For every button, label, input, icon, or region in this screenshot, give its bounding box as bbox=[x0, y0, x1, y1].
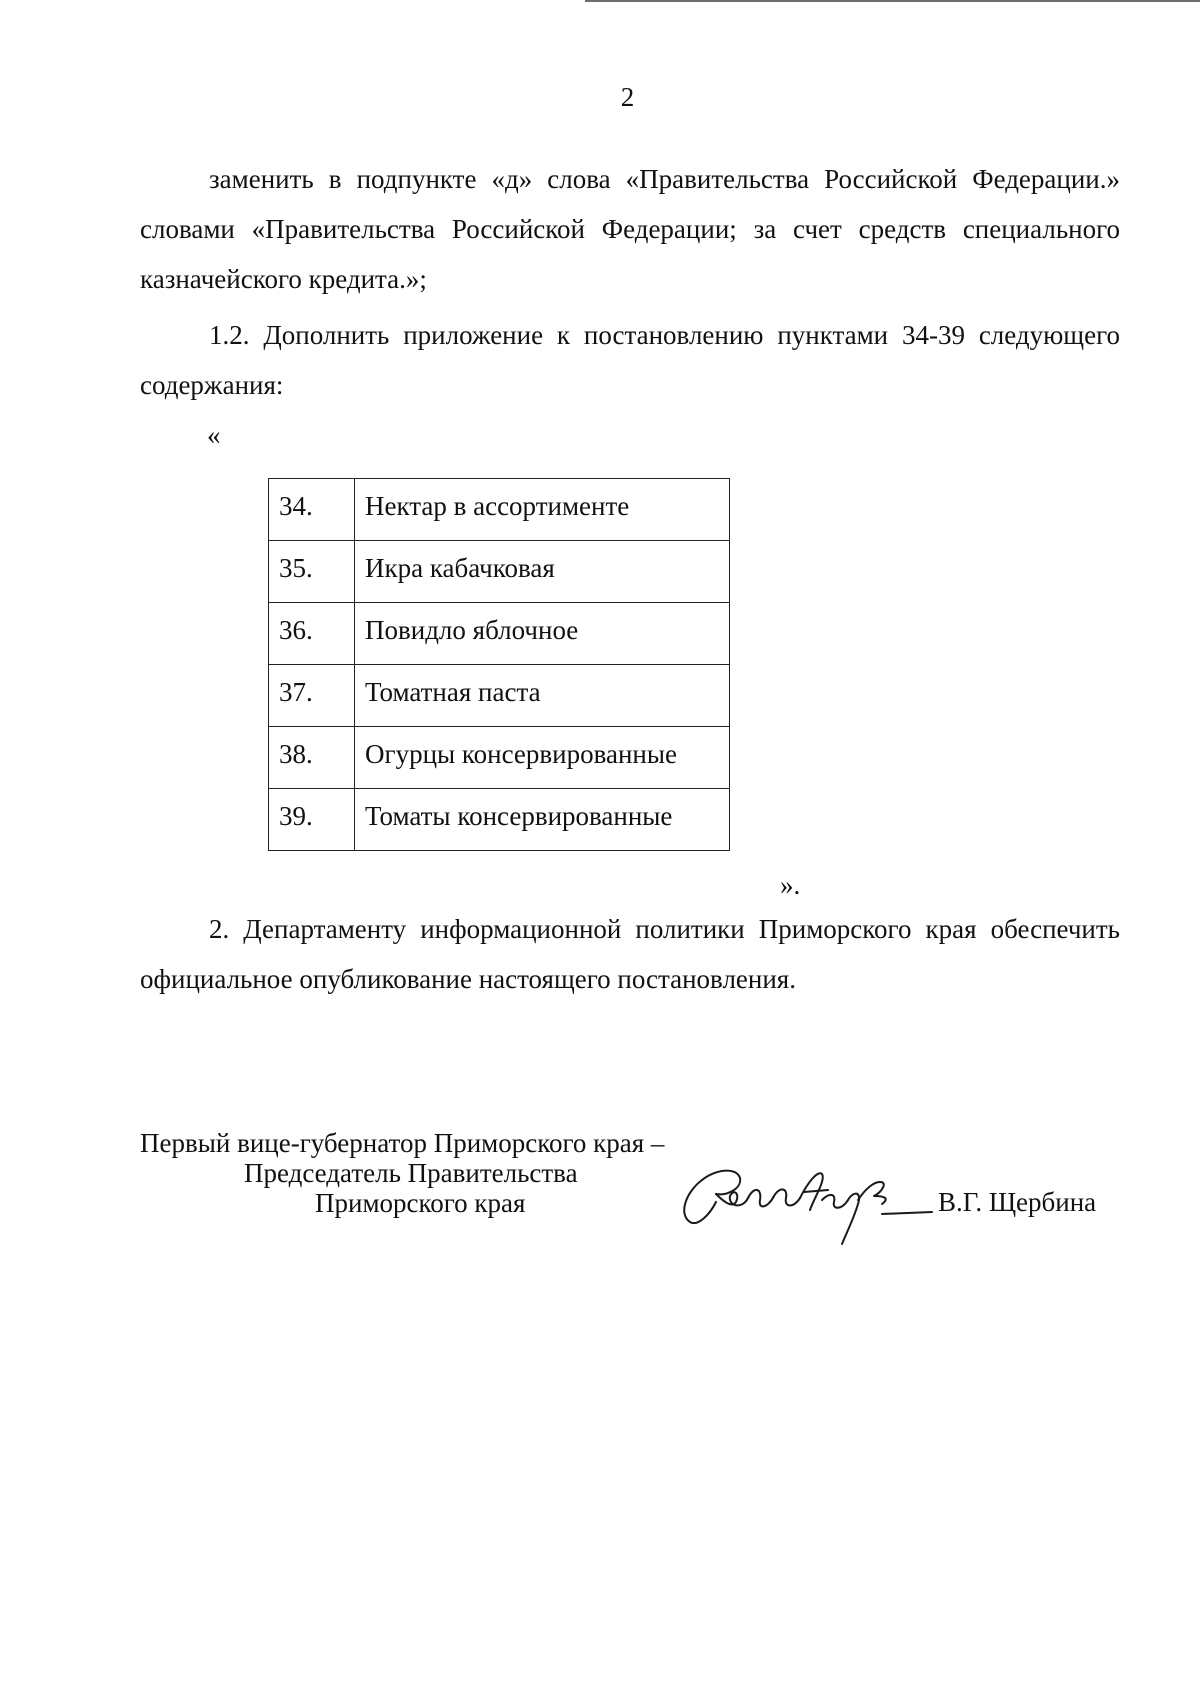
paragraph-publication bbox=[140, 904, 1120, 1004]
item-name: Икра кабачковая bbox=[355, 541, 730, 603]
paragraph-line: 2. Департаменту информационной политики Приморского края обеспечить bbox=[209, 914, 1120, 944]
item-name: Нектар в ассортименте bbox=[355, 479, 730, 541]
paragraph-line: содержания: bbox=[140, 370, 284, 400]
item-number: 35. bbox=[269, 541, 355, 603]
open-quote: « bbox=[207, 420, 221, 450]
paragraph-line: заменить в подпункте «д» слова «Правительства Российской Федерации.» bbox=[209, 164, 1120, 194]
table-row bbox=[269, 665, 730, 727]
signatory-title-line: Приморского края bbox=[315, 1188, 526, 1218]
paragraph-line: 1.2. Дополнить приложение к постановлению пунктами 34-39 следующего bbox=[209, 320, 1120, 350]
signatory-title bbox=[140, 1128, 664, 1218]
table-row bbox=[269, 479, 730, 541]
table-row bbox=[269, 541, 730, 603]
annex-items-table bbox=[268, 478, 730, 851]
paragraph-replace-words bbox=[140, 154, 1120, 304]
close-quote: ». bbox=[780, 870, 801, 900]
paragraph-line: официальное опубликование настоящего постановления. bbox=[140, 964, 796, 994]
item-name: Томатная паста bbox=[355, 665, 730, 727]
item-name: Томаты консервированные bbox=[355, 789, 730, 851]
item-name: Огурцы консервированные bbox=[355, 727, 730, 789]
signatory-title-line: Первый вице-губернатор Приморского края – bbox=[140, 1128, 665, 1158]
item-number: 36. bbox=[269, 603, 355, 665]
top-rule bbox=[585, 0, 1200, 2]
table-row bbox=[269, 789, 730, 851]
item-name: Повидло яблочное bbox=[355, 603, 730, 665]
item-number: 39. bbox=[269, 789, 355, 851]
item-number: 37. bbox=[269, 665, 355, 727]
table-row bbox=[269, 727, 730, 789]
paragraph-line: словами «Правительства Российской Федерации; за счет средств специального bbox=[140, 214, 1120, 244]
item-number: 38. bbox=[269, 727, 355, 789]
page-number: 2 bbox=[620, 82, 635, 112]
handwritten-signature-icon bbox=[676, 1152, 936, 1247]
paragraph-line: казначейского кредита.»; bbox=[140, 264, 427, 294]
item-number: 34. bbox=[269, 479, 355, 541]
signatory-title-line: Председатель Правительства bbox=[244, 1158, 578, 1188]
paragraph-supplement-annex bbox=[140, 310, 1120, 410]
signer-name: В.Г. Щербина bbox=[938, 1187, 1097, 1217]
table-row bbox=[269, 603, 730, 665]
